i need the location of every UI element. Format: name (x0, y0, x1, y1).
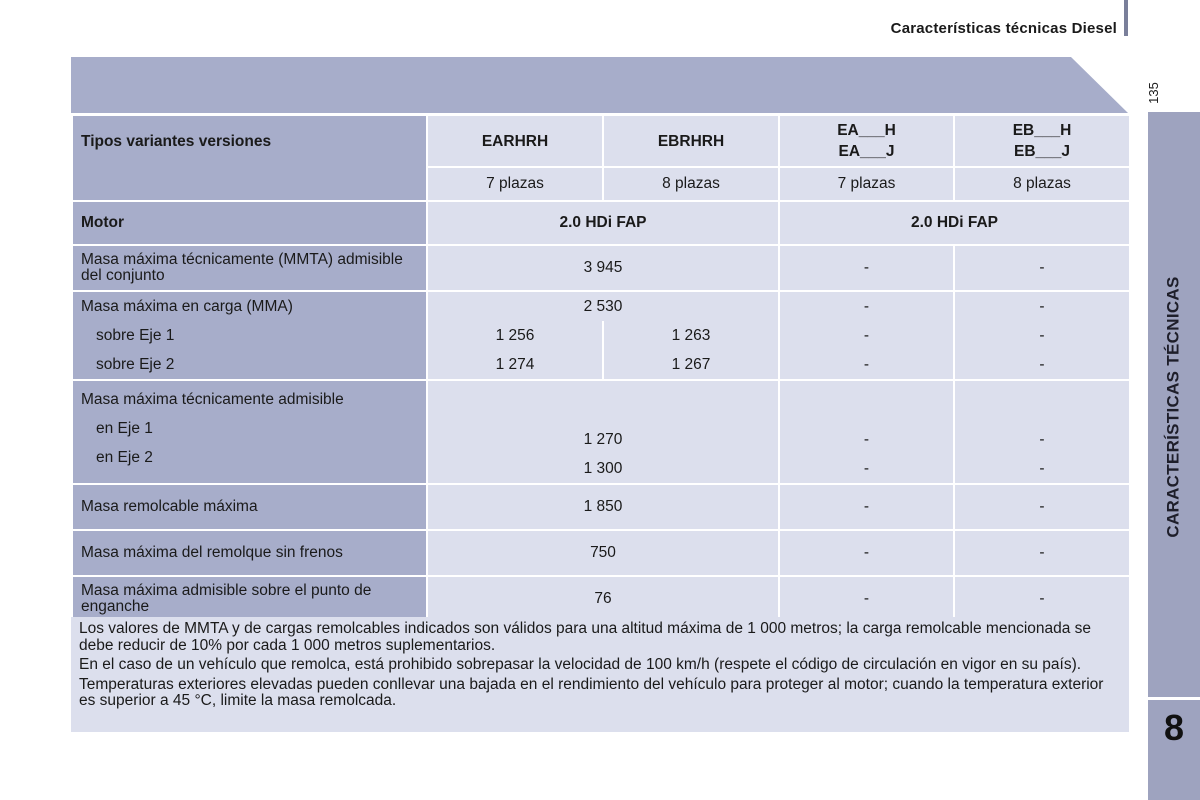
notes-box (71, 617, 1129, 732)
empty-value: - (954, 484, 1130, 530)
mma-axle-values (428, 321, 778, 379)
empty-value: - (954, 576, 1130, 622)
unbraked-label: Masa máxima del remolque sin frenos (72, 530, 427, 576)
table-row (72, 115, 1130, 167)
page-section-title: Características técnicas Diesel (890, 20, 1117, 37)
mma-axle2-value-b: 1 267 (671, 356, 711, 373)
empty-value: - (1039, 356, 1045, 373)
mmta-value: 3 945 (427, 245, 779, 291)
towable-label: Masa remolcable máxima (72, 484, 427, 530)
table-row (72, 201, 1130, 245)
chapter-number: 8 (1163, 707, 1185, 748)
seats-cell: 7 plazas (779, 167, 954, 201)
empty-value: - (863, 356, 870, 373)
page-number: 135 (1146, 82, 1161, 104)
mma-axle2-value-a: 1 274 (495, 356, 535, 373)
empty-value: - (863, 460, 870, 477)
table-row (72, 484, 1130, 530)
table-row (72, 380, 1130, 484)
note-temperature: Temperaturas exteriores elevadas pueden conllevar una bajada en el rendimiento del vehículo para proteger al motor; cuando la temperatura exterior es superior a 45 °C, limite la masa remolcada. (79, 675, 1104, 709)
table-row (72, 291, 1130, 380)
version-code: EB___H (1012, 122, 1072, 139)
mta-axle2-value: 1 300 (583, 460, 623, 477)
empty-value: - (1039, 327, 1045, 344)
mma-axle1-value-a: 1 256 (495, 327, 535, 344)
mma-label: Masa máxima en carga (MMA) (81, 298, 293, 315)
chapter-tab-label: CARACTERÍSTICAS TÉCNICAS (1164, 276, 1184, 538)
unbraked-value: 750 (427, 530, 779, 576)
mta-label: Masa máxima técnicamente admisible (81, 391, 344, 408)
version-cell: EARHRH (427, 115, 603, 167)
motor-cell: 2.0 HDi FAP (779, 201, 1130, 245)
empty-value: - (863, 327, 870, 344)
dash-column (954, 380, 1130, 484)
empty-value: - (779, 245, 954, 291)
mta-axle1-value: 1 270 (583, 431, 623, 448)
mta-axle1-label: en Eje 1 (96, 420, 153, 437)
mma-axle1-value-b: 1 263 (671, 327, 711, 344)
dash-column (779, 380, 954, 484)
mta-axle2-label: en Eje 2 (96, 449, 153, 466)
mma-values-group (427, 291, 779, 380)
mmta-label-text: Masa máxima técnicamente (MMTA) admisible del conjunto (81, 251, 403, 284)
version-cell (954, 115, 1130, 167)
version-code: EA___H (837, 122, 896, 139)
table-top-banner (71, 57, 1128, 113)
mmta-label (72, 245, 427, 291)
empty-value: - (954, 245, 1130, 291)
mma-axle-col-a (428, 321, 604, 379)
hitch-value: 76 (427, 576, 779, 622)
chapter-tab-label-box (1148, 112, 1200, 702)
empty-value: - (863, 431, 870, 448)
mta-label-group (72, 380, 427, 484)
motor-label: Motor (72, 201, 427, 245)
hitch-label (72, 576, 427, 622)
mma-value: 2 530 (583, 298, 623, 315)
version-code: EA___J (838, 143, 895, 160)
specifications-table (71, 114, 1131, 623)
empty-value: - (779, 530, 954, 576)
mma-axle1-label: sobre Eje 1 (96, 327, 175, 344)
note-speed: En el caso de un vehículo que remolca, está prohibido sobrepasar la velocidad de 100 km/h (respete el código de circulación en vigor en su país). (79, 656, 1082, 673)
empty-value: - (1039, 431, 1045, 448)
mta-values-group (427, 380, 779, 484)
mma-axle2-label: sobre Eje 2 (96, 356, 175, 373)
table-row (72, 530, 1130, 576)
empty-value: - (1039, 460, 1045, 477)
empty-value: - (863, 298, 870, 315)
table-row (72, 245, 1130, 291)
seats-cell: 8 plazas (603, 167, 779, 201)
dash-column (954, 291, 1130, 380)
table-row (72, 576, 1130, 622)
empty-value: - (1039, 298, 1045, 315)
towable-value: 1 850 (427, 484, 779, 530)
empty-value: - (779, 576, 954, 622)
mma-axle-col-b (604, 321, 778, 379)
motor-cell: 2.0 HDi FAP (427, 201, 779, 245)
chapter-tab-divider (1148, 697, 1200, 700)
versions-header-label: Tipos variantes versiones (72, 115, 427, 201)
empty-value: - (954, 530, 1130, 576)
mma-label-group (72, 291, 427, 380)
hitch-label-text: Masa máxima admisible sobre el punto de enganche (81, 582, 372, 615)
seats-cell: 8 plazas (954, 167, 1130, 201)
version-cell (779, 115, 954, 167)
note-altitude: Los valores de MMTA y de cargas remolcables indicados son válidos para una altitud máxima de 1 000 metros; la carga remolcable mencionada se debe reducir de 10% por cada 1 000 metros suplementarios. (79, 620, 1092, 654)
seats-cell: 7 plazas (427, 167, 603, 201)
version-code: EB___J (1013, 143, 1070, 160)
empty-value: - (779, 484, 954, 530)
dash-column (779, 291, 954, 380)
version-cell: EBRHRH (603, 115, 779, 167)
header-rule (1124, 0, 1128, 36)
